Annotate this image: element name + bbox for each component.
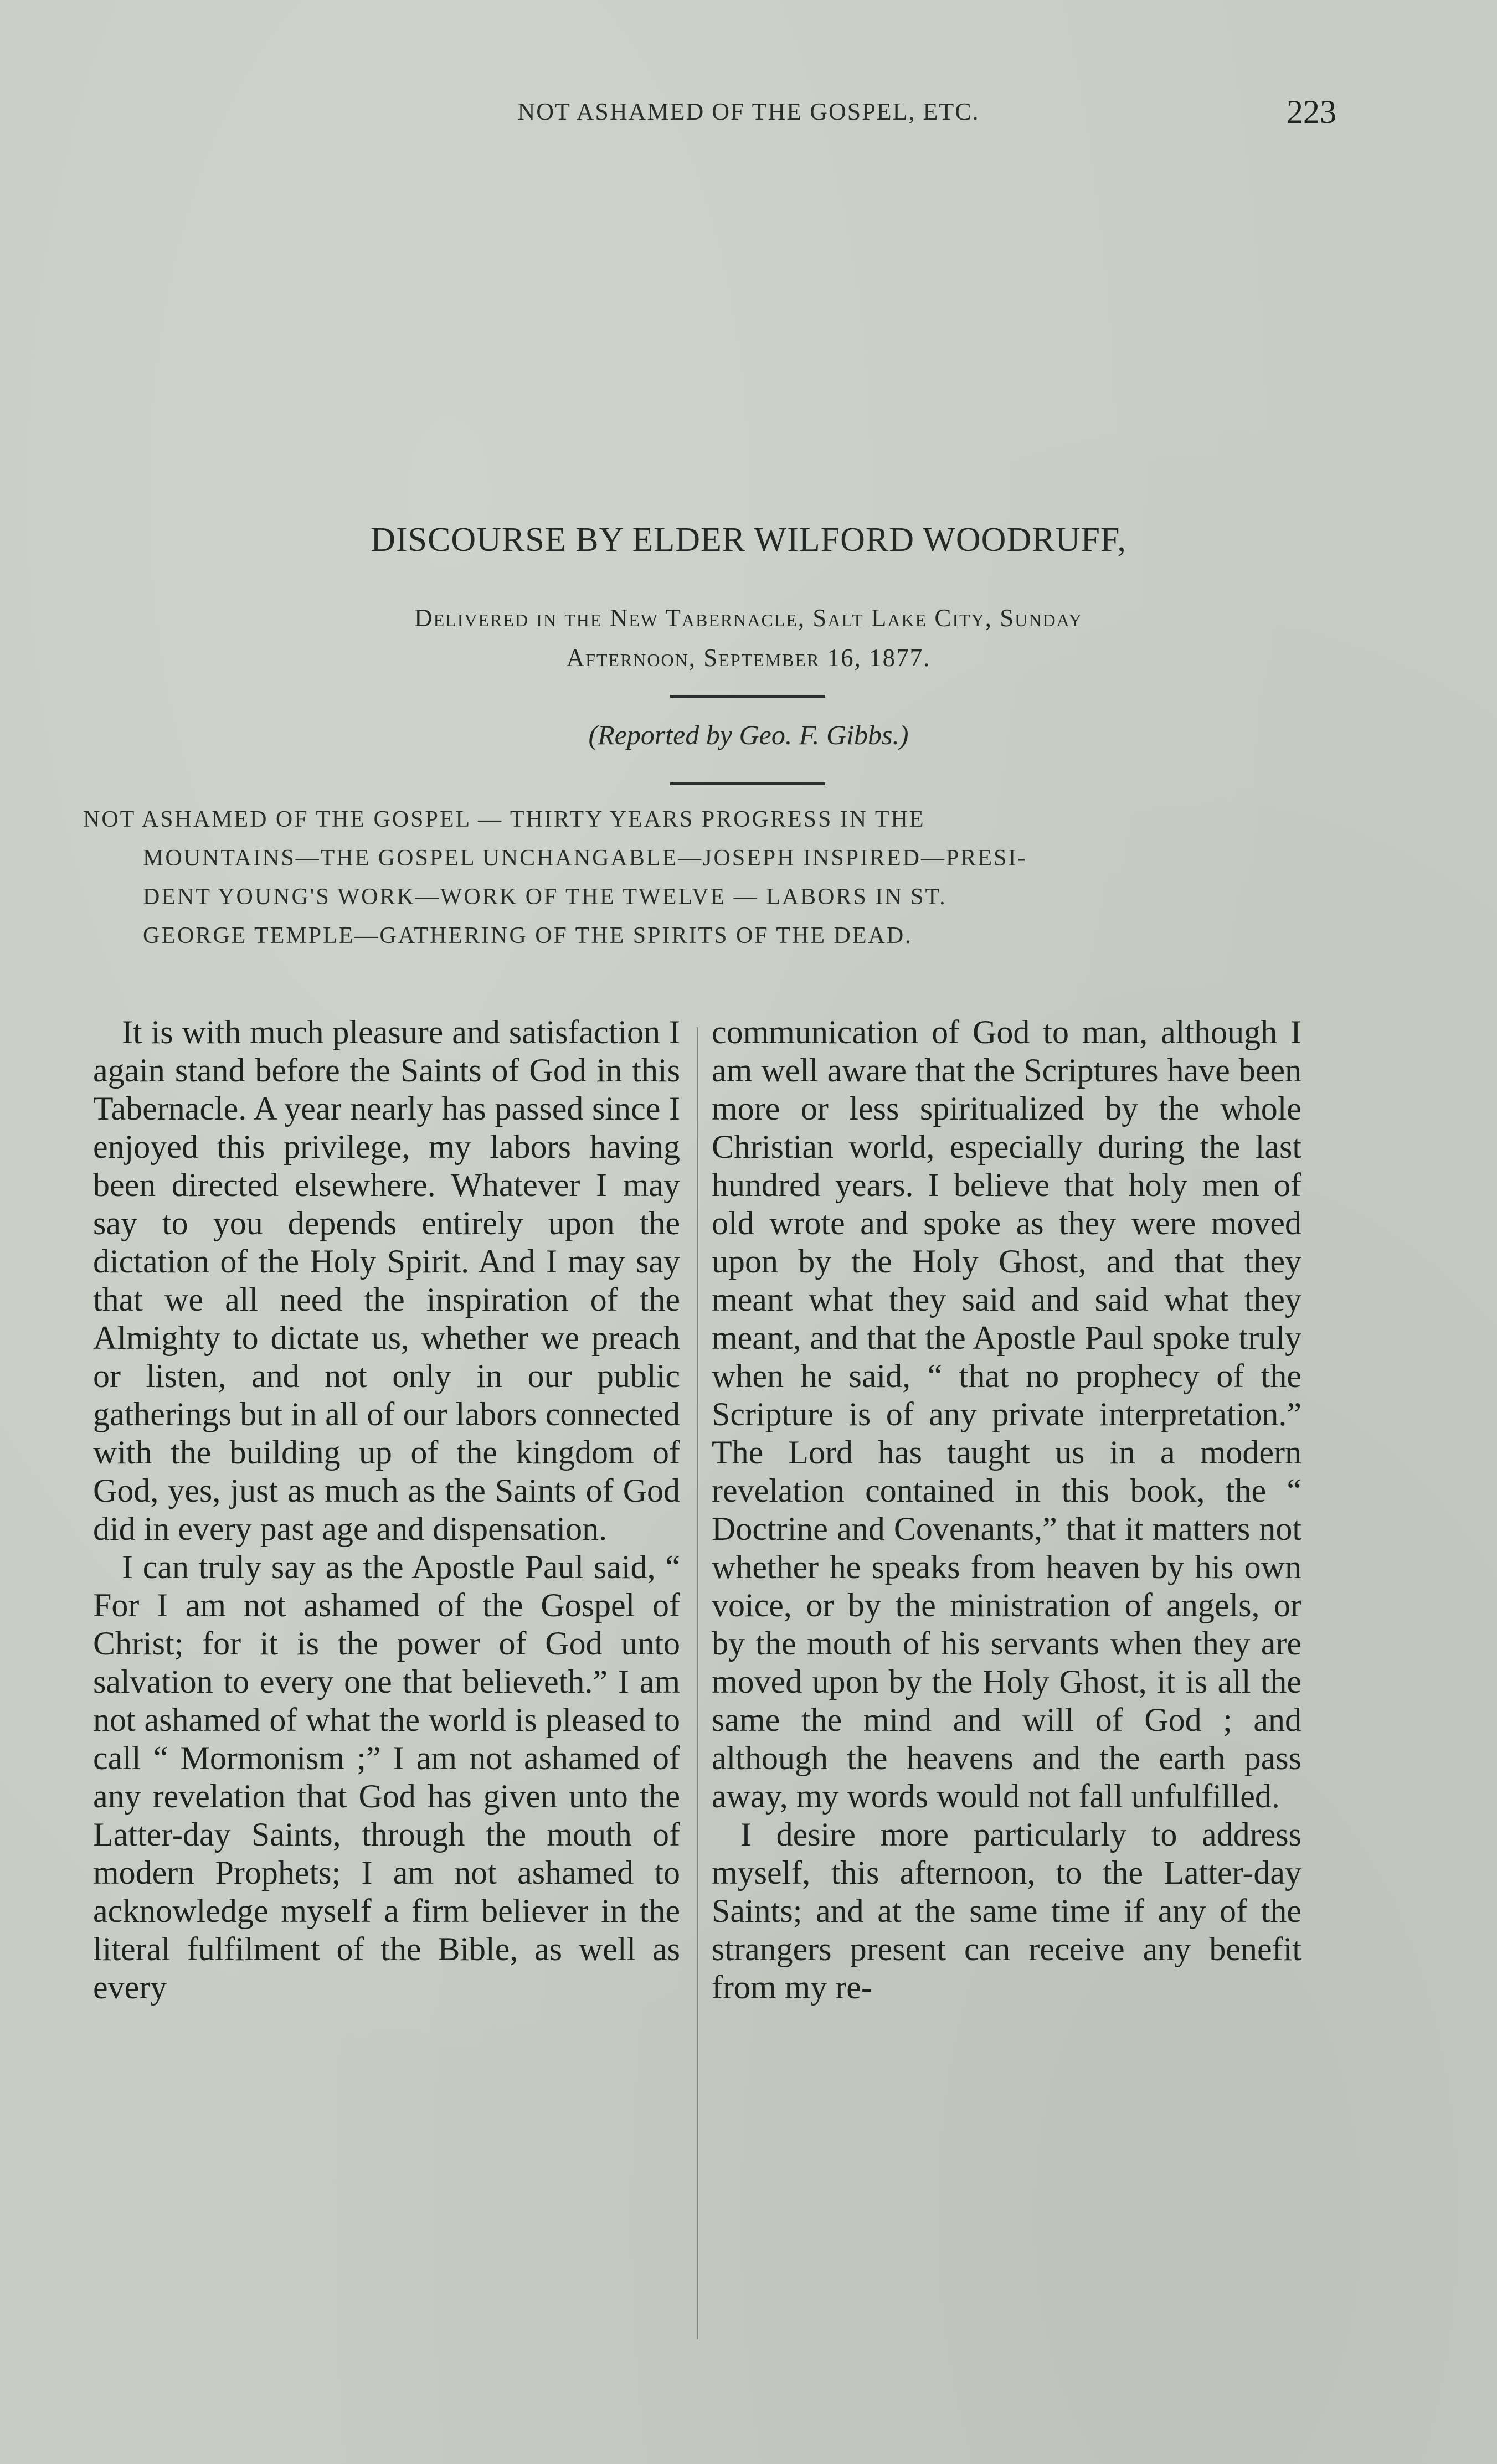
reporter-credit: (Reported by Geo. F. Gibbs.) [588, 719, 909, 750]
paragraph: I can truly say as the Apostle Paul said, “ For I am not ashamed of the Gospel of Christ; for it is the power of God unto salvation to every one that believeth.” I am not ashamed of what the world is pleased to call “ Mormonism ;” I am not ashamed of any revelation that God has given unto the Latter-day Saints, through the mouth of modern Prophets; I am not ashamed to acknowledge myself a firm believer in the literal fulfilment of the Bible, as well as every [93, 1549, 680, 2006]
paragraph: It is with much pleasure and satisfaction I again stand before the Saints of God in this Tabernacle. A year nearly has passed since I enjoyed this privilege, my labors having been directed elsewhere. Whatever I may say to you depends entirely upon the dictation of the Holy Spirit. And I may say that we all need the inspiration of the Almighty to dictate us, whether we preach or listen, and not only in our public gatherings but in all of our labors connected with the building up of the kingdom of God, yes, just as much as the Saints of God did in every past age and dispensation. [93, 1014, 680, 1547]
page-number: 223 [1287, 94, 1336, 130]
delivery-info [0, 598, 1497, 678]
synopsis [83, 800, 1324, 955]
synopsis-line-3: DENT YOUNG'S WORK—WORK OF THE TWELVE — LABORS IN ST. [143, 884, 947, 910]
paragraph: I desire more particularly to address myself, this afternoon, to the Latter-day Saints; and at the same time if any of the strangers present can receive any benefit from my re- [712, 1816, 1301, 2006]
running-title: NOT ASHAMED OF THE GOSPEL, ETC. [517, 98, 980, 125]
column-divider [697, 1027, 698, 2339]
text-column-right [712, 1013, 1301, 2007]
delivery-line-2: Afternoon, September 16, 1877. [566, 644, 931, 672]
running-head [0, 93, 1497, 137]
synopsis-line-4: GEORGE TEMPLE—GATHERING OF THE SPIRITS OF THE DEAD. [143, 923, 913, 949]
text-column-left [93, 1013, 680, 2007]
discourse-title: DISCOURSE BY ELDER WILFORD WOODRUFF, [371, 521, 1126, 559]
synopsis-line-1: NOT ASHAMED OF THE GOSPEL — THIRTY YEARS PROGRESS IN THE [83, 807, 925, 832]
synopsis-line-2: MOUNTAINS—THE GOSPEL UNCHANGABLE—JOSEPH INSPIRED—PRESI- [143, 846, 1027, 871]
divider-rule-bottom [670, 782, 825, 785]
divider-rule-top [670, 695, 825, 698]
paragraph: communication of God to man, although I am well aware that the Scriptures have been more or less spiritualized by the whole Christian world, especially during the last hundred years. I believe that holy men of old wrote and spoke as they were moved upon by the Holy Ghost, and that they meant what they said and said what they meant, and that the Apostle Paul spoke truly when he said, “ that no prophecy of the Scripture is of any private interpretation.” The Lord has taught us in a modern revelation contained in this book, the “ Doctrine and Covenants,” that it matters not whether he speaks from heaven by his own voice, or by the ministration of angels, or by the mouth of his servants when they are moved upon by the Holy Ghost, it is all the same the mind and will of God ; and although the heavens and the earth pass away, my words would not fall unfulfilled. [712, 1014, 1301, 1815]
delivery-line-1: Delivered in the New Tabernacle, Salt Lake City, Sunday [414, 604, 1083, 632]
